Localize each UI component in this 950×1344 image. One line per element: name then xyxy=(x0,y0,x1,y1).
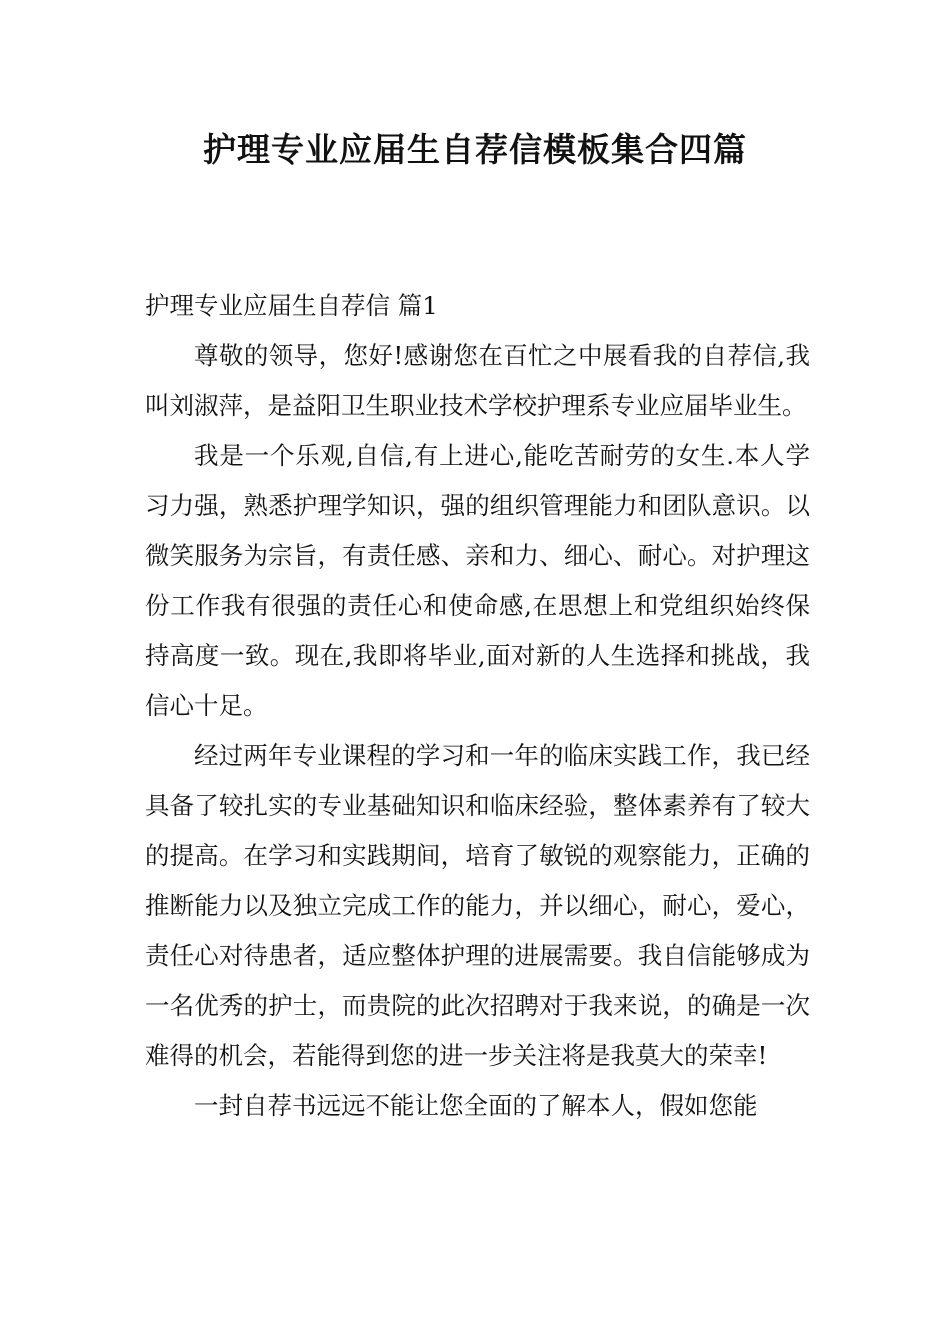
document-title: 护理专业应届生自荐信模板集合四篇 xyxy=(203,130,747,169)
section-heading: 护理专业应届生自荐信 篇1 xyxy=(145,291,438,320)
paragraph: 经过两年专业课程的学习和一年的临床实践工作，我已经具备了较扎实的专业基础知识和临床经验，整体素养有了较大的提高。在学习和实践期间，培育了敏锐的观察能力，正确的推断能力以及独立完成工作的能力，并以细心，耐心，爱心，责任心对待患者，适应整体护理的进展需要。我自信能够成为一名优秀的护士，而贵院的此次招聘对于我来说，的确是一次难得的机会，若能得到您的进一步关注将是我莫大的荣幸! xyxy=(145,741,810,1070)
document-body xyxy=(145,281,810,1131)
paragraph: 我是一个乐观,自信,有上进心,能吃苦耐劳的女生.本人学习力强，熟悉护理学知识，强的组织管理能力和团队意识。以微笑服务为宗旨，有责任感、亲和力、细心、耐心。对护理这份工作我有很强的责任心和使命感,在思想上和党组织始终保持高度一致。现在,我即将毕业,面对新的人生选择和挑战，我信心十足。 xyxy=(145,441,810,720)
paragraph: 一封自荐书远远不能让您全面的了解本人，假如您能 xyxy=(194,1091,758,1120)
paragraph: 尊敬的领导，您好!感谢您在百忙之中展看我的自荐信,我叫刘淑萍，是益阳卫生职业技术学校护理系专业应届毕业生。 xyxy=(145,341,810,420)
